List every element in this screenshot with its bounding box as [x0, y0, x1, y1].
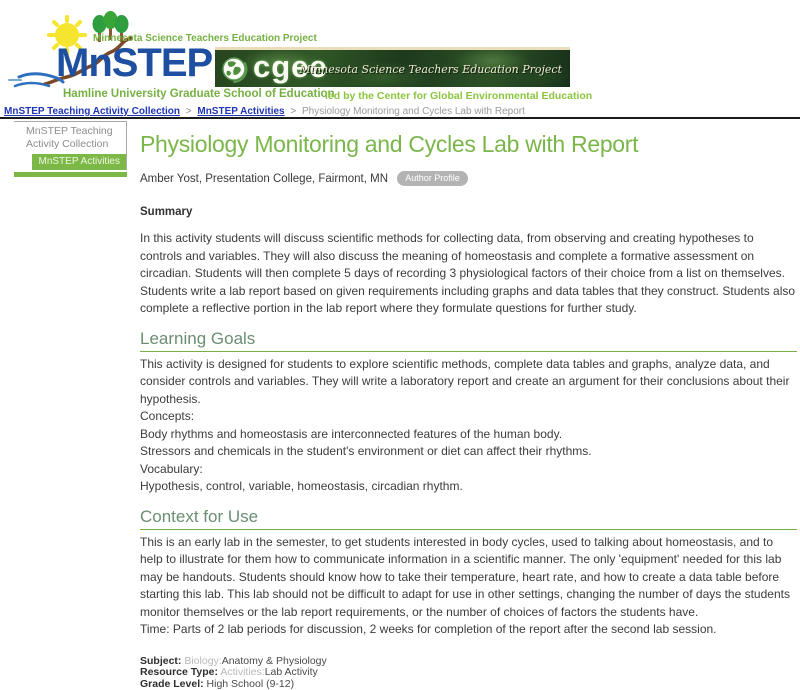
meta-value: Lab Activity: [265, 666, 318, 678]
learning-goals-text: This activity is designed for students to explore scientific methods, complete data tables and graphs, analyze data, and consider controls and variables. They will write a laboratory report and create an argument for their conclusions about their hypothesis.: [140, 356, 797, 409]
author-line: Amber Yost, Presentation College, Fairmont, MN: [140, 173, 388, 185]
learning-goals-text: Body rhythms and homeostasis are interconnected features of the human body.: [140, 426, 797, 444]
site-header: [0, 0, 800, 105]
breadcrumb-separator: >: [186, 106, 192, 117]
meta-category: Activities:: [220, 666, 264, 678]
learning-goals-text: Vocabulary:: [140, 461, 797, 479]
sidebar-item-activities[interactable]: MnSTEP Activities: [32, 154, 126, 170]
cgee-banner[interactable]: [215, 47, 570, 87]
meta-category: Biology:: [184, 655, 221, 667]
learning-goals-text: Hypothesis, control, variable, homeostasis, circadian rhythm.: [140, 478, 797, 496]
summary-body: In this activity students will discuss scientific methods for collecting data, from observing and creating hypotheses to controls and variables. They will also discuss the meaning of homeostasis and complete a formative assessment on circadian. Students will then complete 5 days of recording 3 physiological factors of their choice from a list on themselves. Students write a lab report based on given requirements including graphs and data tables that they construct. Students also complete a reflective portion in the lab report where they formulate questions for further study.: [140, 230, 797, 318]
logo-top-text: Minnesota Science Teachers Education Project: [93, 33, 317, 44]
sidebar-accent-bar: [14, 172, 127, 177]
sidebar-item-collection[interactable]: MnSTEP Teaching Activity Collection: [26, 125, 126, 151]
meta-row-grade-level: [140, 679, 797, 690]
breadcrumb-separator: >: [290, 106, 296, 117]
section-summary: [140, 206, 797, 318]
breadcrumb-current-page: Physiology Monitoring and Cycles Lab with Report: [302, 106, 525, 117]
learning-goals-text: Concepts:: [140, 408, 797, 426]
context-for-use-text: Time: Parts of 2 lab periods for discussion, 2 weeks for completion of the report after the second lab session.: [140, 621, 797, 639]
context-for-use-text: This is an early lab in the semester, to get students interested in body cycles, used to talking about homeostasis, and to help to illustrate for them how to communicate information in a scientific manner. The only 'equipment' needed for this lab may be handouts. Students should know how to take their temperature, heart rate, and how to create a data table before starting this lab. This lab should not be difficult to adapt for use in other settings, changing the number of days the students monitor themselves or the lab report requirements, or the number of choices of factors the students have.: [140, 534, 797, 622]
context-for-use-heading: Context for Use: [140, 507, 797, 530]
meta-label: Subject:: [140, 655, 181, 667]
author-profile-button[interactable]: Author Profile: [397, 171, 468, 186]
breadcrumb-link-activities[interactable]: MnSTEP Activities: [197, 106, 284, 117]
logo-bottom-text: Hamline University Graduate School of Education: [63, 88, 335, 100]
main-content: [140, 121, 797, 690]
page-title: Physiology Monitoring and Cycles Lab with Report: [140, 129, 797, 159]
meta-label: Resource Type:: [140, 666, 218, 678]
summary-heading: Summary: [140, 206, 797, 218]
meta-label: Grade Level:: [140, 678, 204, 690]
banner-text: Minnesota Science Teachers Education Project: [299, 63, 562, 76]
author-row: [140, 171, 797, 186]
section-learning-goals: [140, 329, 797, 496]
section-context-for-use: [140, 507, 797, 639]
meta-value: High School (9-12): [207, 678, 295, 690]
learning-goals-text: Stressors and chemicals in the student's environment or diet can affect their rhythms.: [140, 443, 797, 461]
breadcrumb-link-collection[interactable]: MnSTEP Teaching Activity Collection: [4, 106, 180, 117]
learning-goals-heading: Learning Goals: [140, 329, 797, 352]
breadcrumb: [4, 106, 525, 117]
cgee-wordmark: cgee: [253, 47, 328, 87]
header-divider: [0, 117, 800, 119]
cgee-tagline: led by the Center for Global Environmental Education: [325, 90, 570, 102]
sidebar: [14, 121, 127, 177]
globe-icon: [219, 54, 249, 84]
resource-metadata: [140, 656, 797, 690]
meta-value: Anatomy & Physiology: [222, 655, 327, 667]
logo-wordmark: MnSTEP: [56, 42, 212, 84]
